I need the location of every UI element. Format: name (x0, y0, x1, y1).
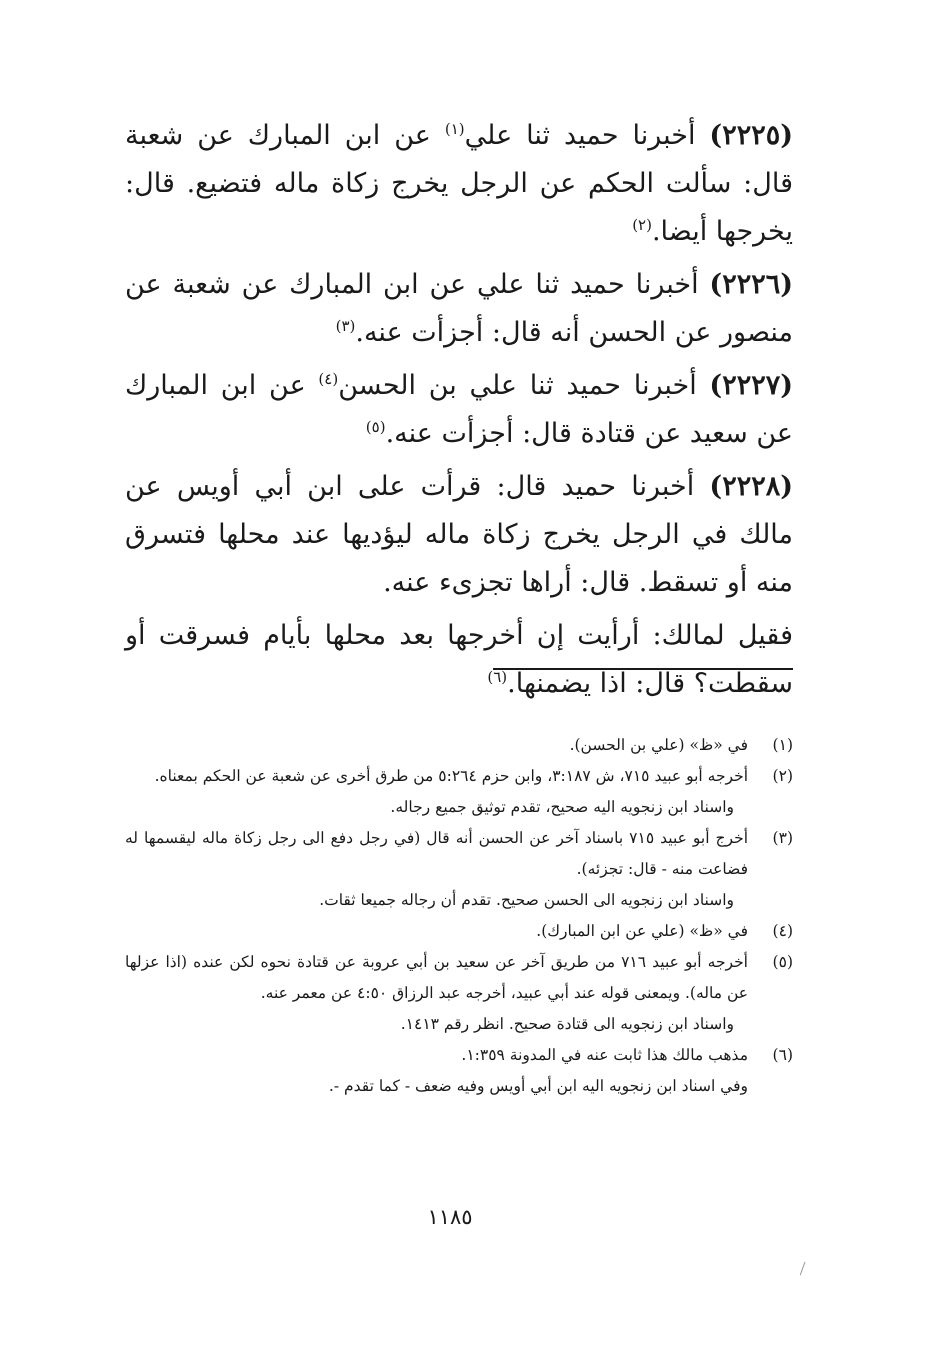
footnote-number: (٤) (772, 922, 793, 940)
paragraph-continuation (125, 612, 793, 708)
paragraph-2228 (125, 463, 793, 607)
hadith-number: (٢٢٢٨) (709, 471, 793, 502)
footnote-body (125, 947, 748, 1040)
footnote-marker: (٤) (318, 370, 339, 388)
footnote-separator (493, 668, 793, 670)
footnote (125, 916, 793, 947)
footnote-body (125, 761, 748, 823)
paragraph-text: أخبرنا حميد ثنا علي (464, 120, 710, 151)
footnote-marker: (٥) (365, 418, 386, 436)
footnote-number: (٥) (772, 953, 793, 971)
footnote-text: وفي اسناد ابن زنجويه اليه ابن أبي أويس وفيه ضعف - كما تقدم -. (328, 1077, 748, 1095)
paragraph-text: أخبرنا حميد ثنا علي بن الحسن (338, 370, 710, 401)
paragraph-text: فقيل لمالك: أرأيت إن أخرجها بعد محلها بأيام فسرقت أو سقطت؟ قال: اذا يضمنها. (125, 620, 793, 699)
footnote-number: (٣) (772, 829, 793, 847)
footnote-text: مذهب مالك هذا ثابت عنه في المدونة ١:٣٥٩. (461, 1046, 748, 1064)
footnote (125, 823, 793, 916)
footnote-text: واسناد ابن زنجويه اليه صحيح، تقدم توثيق جميع رجاله. (390, 798, 734, 816)
footnote-text: أخرجه أبو عبيد ٧١٦ من طريق آخر عن سعيد بن أبي عروبة عن قتادة نحوه لكن عنده (اذا عزلها عن ماله). ويمعنى قوله عند أبي عبيد، أخرجه عبد الرزاق ٤:٥٠ عن معمر عنه. (125, 953, 748, 1002)
footnote-text: في «ظ» (علي بن الحسن). (569, 736, 748, 754)
footnote-body (125, 823, 748, 916)
hadith-number: (٢٢٢٧) (709, 370, 793, 401)
page-number: ١١٨٥ (427, 1205, 473, 1229)
footnote-text: أخرج أبو عبيد ٧١٥ باسناد آخر عن الحسن أنه قال (في رجل دفع الى رجل زكاة ماله ليقسمها له فضاعت منه - قال: تجزئه). (125, 829, 749, 878)
paragraph-text: أخبرنا حميد قال: قرأت على ابن أبي أويس عن مالك في الرجل يخرج زكاة ماله ليؤديها عند محلها فتسرق منه أو تسقط. قال: أراها تجزىء عنه. (125, 471, 793, 598)
paragraph-text: عن ابن المبارك عن شعبة قال: سألت الحكم عن الرجل يخرج زكاة ماله فتضيع. قال: يخرجها أيضا. (125, 120, 793, 247)
footnote-number: (٢) (772, 767, 793, 785)
footnote (125, 947, 793, 1040)
footnote (125, 1040, 793, 1102)
footnote-marker: (٣) (335, 317, 356, 335)
main-text (125, 112, 793, 713)
footnote (125, 761, 793, 823)
footnote-body (125, 916, 748, 947)
paragraph-2225 (125, 112, 793, 256)
paragraph-2227 (125, 362, 793, 458)
footnotes (125, 730, 793, 1102)
footnote-marker: (٦) (487, 668, 508, 686)
hadith-number: (٢٢٢٥) (709, 120, 793, 151)
paragraph-text: أخبرنا حميد ثنا علي عن ابن المبارك عن شعبة عن منصور عن الحسن أنه قال: أجزأت عنه. (125, 269, 793, 348)
paragraph-text: عن ابن المبارك عن سعيد عن قتادة قال: أجزأت عنه. (125, 370, 793, 449)
footnote-body (125, 1040, 748, 1102)
footnote-text: واسناد ابن زنجويه الى قتادة صحيح. انظر رقم ١٤١٣. (400, 1015, 734, 1033)
footnote (125, 730, 793, 761)
footnote-text: في «ظ» (علي عن ابن المبارك). (536, 922, 748, 940)
scan-mark (800, 1262, 809, 1277)
footnote-marker: (٢) (632, 216, 652, 234)
footnote-number: (١) (772, 736, 793, 754)
footnote-marker: (١) (444, 120, 465, 138)
hadith-number: (٢٢٢٦) (709, 269, 793, 300)
footnote-number: (٦) (772, 1046, 793, 1064)
paragraph-2226 (125, 261, 793, 357)
footnote-text: واسناد ابن زنجويه الى الحسن صحيح. تقدم أن رجاله جميعا ثقات. (319, 891, 734, 909)
footnote-text: أخرجه أبو عبيد ٧١٥، ش ٣:١٨٧، وابن حزم ٥:٢٦٤ من طرق أخرى عن شعبة عن الحكم بمعناه. (154, 767, 748, 785)
footnote-body (125, 730, 748, 761)
